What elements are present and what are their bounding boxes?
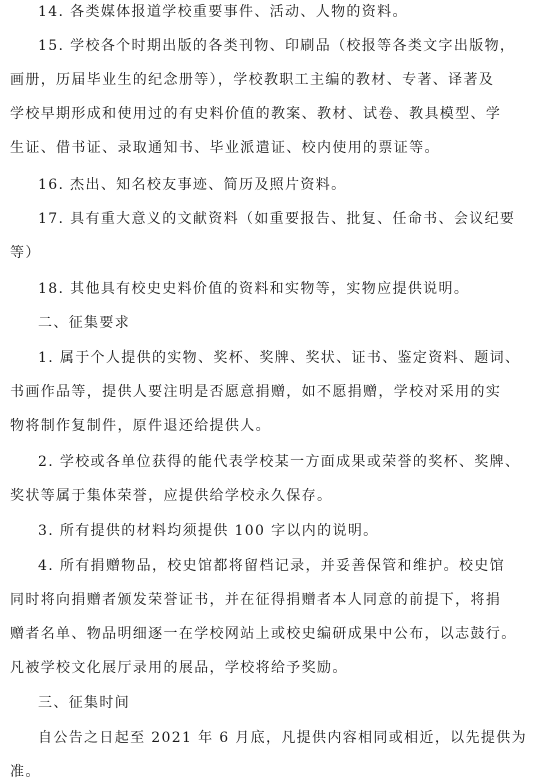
requirement-4-text-cont-3: 凡被学校文化展厅录用的展品，学校将给予奖励。 — [10, 660, 348, 676]
requirement-4-text-cont-2: 赠者名单、物品明细逐一在学校网站上或校史编研成果中公布，以志鼓行。 — [10, 626, 517, 642]
item-17-text-cont: 等） — [10, 245, 41, 261]
item-18-text: 18. 其他具有校史史料价值的资料和实物等，实物应提供说明。 — [38, 281, 470, 297]
requirement-1-text-cont-2: 物将制作复制件，原件退还给提供人。 — [10, 418, 271, 434]
requirement-2-text: 2. 学校或各单位获得的能代表学校某一方面成果或荣誉的奖杯、奖牌、 — [38, 454, 521, 470]
item-15-text-cont-1: 画册，历届毕业生的纪念册等），学校教职工主编的教材、专著、译著及 — [10, 72, 495, 88]
section-heading-requirements: 二、征集要求 — [38, 315, 131, 331]
requirement-4-text-cont-1: 同时将向捐赠者颁发荣誉证书，并在征得捐赠者本人同意的前提下，将捐 — [10, 592, 502, 608]
section-heading-period: 三、征集时间 — [38, 695, 131, 711]
item-15-text-cont-3: 生证、借书证、录取通知书、毕业派遣证、校内使用的票证等。 — [10, 140, 440, 156]
item-15-text: 15. 学校各个时期出版的各类刊物、印刷品（校报等各类文字出版物， — [38, 38, 516, 54]
requirement-2-text-cont: 奖状等属于集体荣誉，应提供给学校永久保存。 — [10, 488, 333, 504]
item-14-text: 14. 各类媒体报道学校重要事件、活动、人物的资料。 — [38, 4, 408, 20]
period-text-cont: 准。 — [10, 764, 41, 780]
requirement-1-text: 1. 属于个人提供的实物、奖杯、奖牌、奖状、证书、鉴定资料、题词、 — [38, 350, 521, 366]
item-17-text: 17. 具有重大意义的文献资料（如重要报告、批复、任命书、会议纪要 — [38, 211, 516, 227]
requirement-3-text: 3. 所有提供的材料均须提供 100 字以内的说明。 — [38, 523, 379, 539]
item-15-text-cont-2: 学校早期形成和使用过的有史料价值的教案、教材、试卷、教具模型、学 — [10, 106, 502, 122]
period-text: 自公告之日起至 2021 年 6 月底，凡提供内容相同或相近，以先提供为 — [38, 730, 527, 746]
requirement-1-text-cont-1: 书画作品等，提供人要注明是否愿意捐赠，如不愿捐赠，学校对采用的实 — [10, 384, 502, 400]
requirement-4-text: 4. 所有捐赠物品，校史馆都将留档记录，并妥善保管和维护。校史馆 — [38, 558, 506, 574]
item-16-text: 16. 杰出、知名校友事迹、简历及照片资料。 — [38, 177, 347, 193]
